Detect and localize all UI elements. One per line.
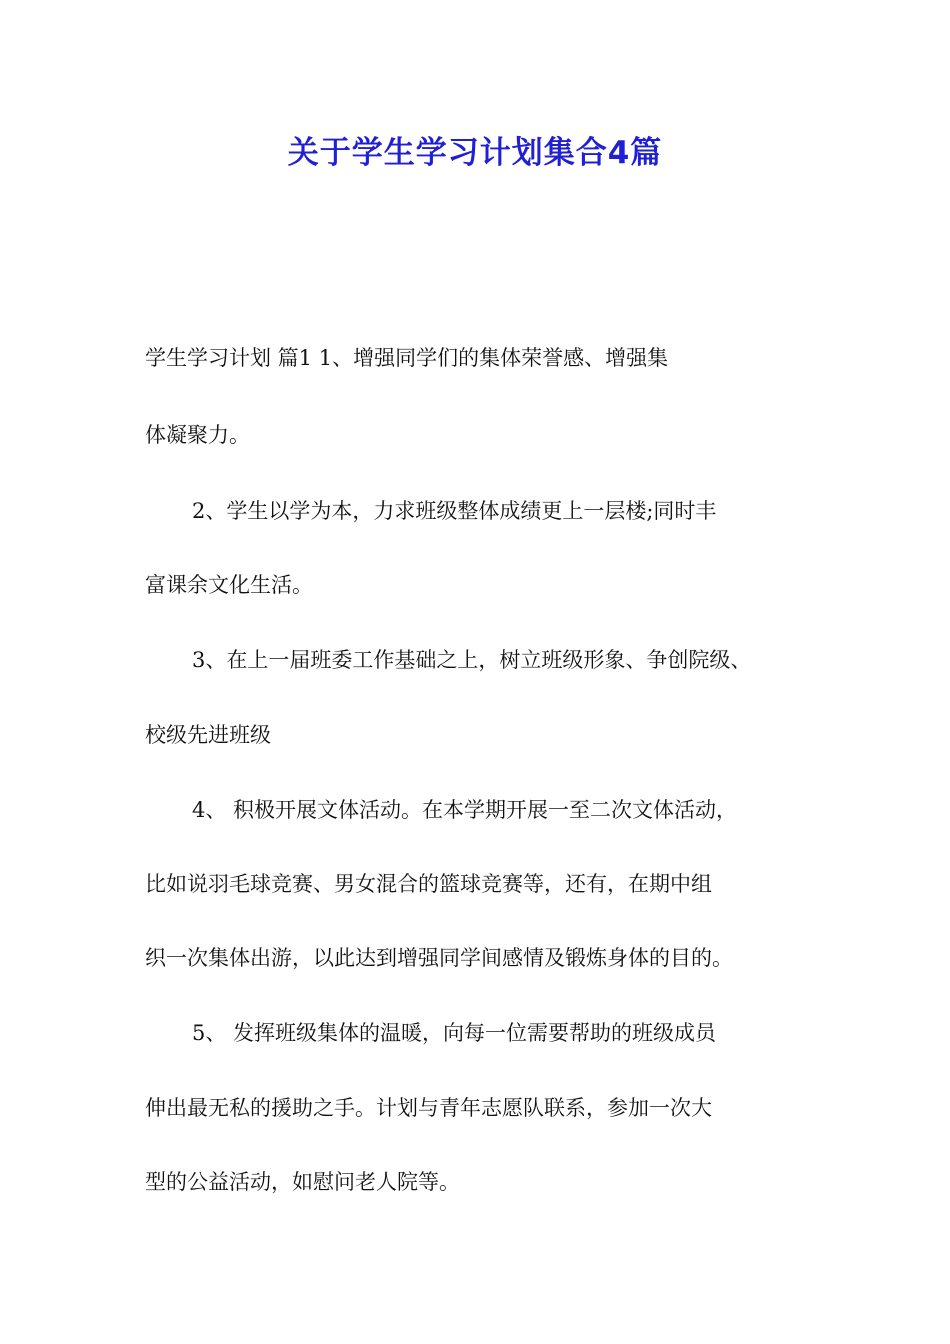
body-line-8: 比如说羽毛球竞赛、男女混合的篮球竞赛等，还有，在期中组 [145,872,712,896]
body-line-7: 4、 积极开展文体活动。在本学期开展一至二次文体活动， [192,798,738,822]
body-line-1: 学生学习计划 篇1 1、增强同学们的集体荣誉感、增强集 [145,346,669,370]
body-line-3: 2、学生以学为本，力求班级整体成绩更上一层楼;同时丰 [192,499,717,523]
body-line-6: 校级先进班级 [145,723,271,747]
body-line-10: 5、 发挥班级集体的温暖，向每一位需要帮助的班级成员 [192,1021,717,1045]
body-line-9: 织一次集体出游，以此达到增强同学间感情及锻炼身体的目的。 [145,946,733,970]
body-line-2: 体凝聚力。 [145,423,250,447]
document-title: 关于学生学习计划集合4篇 [287,135,663,171]
body-line-4: 富课余文化生活。 [145,573,313,597]
body-line-11: 伸出最无私的援助之手。计划与青年志愿队联系，参加一次大 [145,1096,712,1120]
body-line-5: 3、在上一届班委工作基础之上，树立班级形象、争创院级、 [192,648,752,672]
body-line-12: 型的公益活动，如慰问老人院等。 [145,1170,460,1194]
